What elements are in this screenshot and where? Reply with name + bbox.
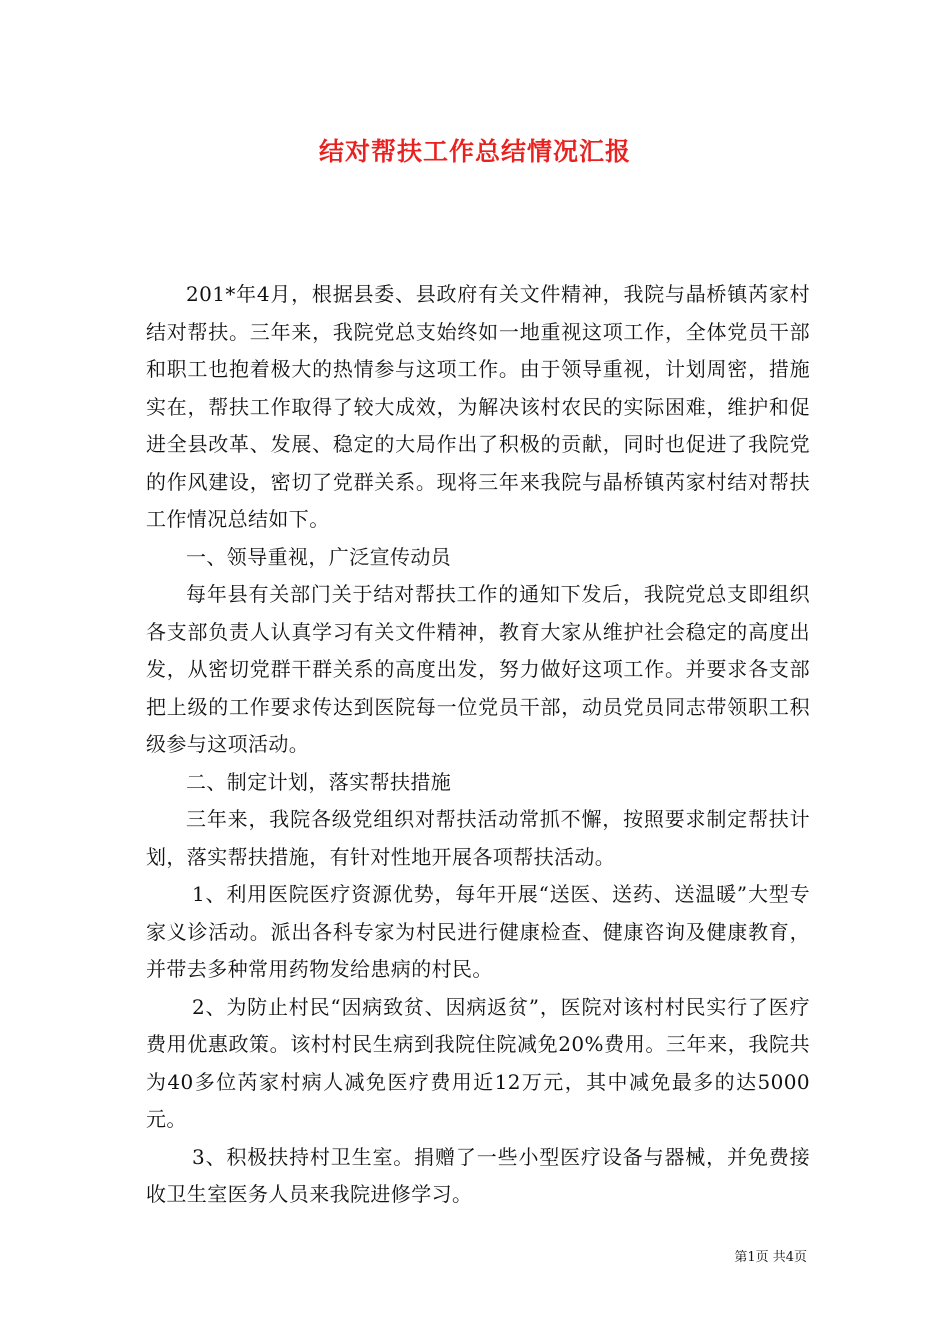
paragraph-section-2: 三年来，我院各级党组织对帮扶活动常抓不懈，按照要求制定帮扶计划，落实帮扶措施，有针对性地开展各项帮扶活动。 xyxy=(146,807,810,869)
list-item-3: 3、积极扶持村卫生室。捐赠了一些小型医疗设备与器械，并免费接收卫生室医务人员来我院进修学习。 xyxy=(146,1144,810,1206)
document-title: 结对帮扶工作总结情况汇报 xyxy=(318,137,631,166)
page-number: 第1页 共4页 xyxy=(734,1250,807,1265)
section-heading-1: 一、领导重视，广泛宣传动员 xyxy=(186,544,452,569)
document-body xyxy=(146,276,810,1214)
list-item-2: 2、为防止村民“因病致贫、因病返贫”，医院对该村村民实行了医疗费用优惠政策。该村村民生病到我院住院减免20%费用。三年来，我院共为40多位芮家村病人减免医疗费用近12万元，其中减免最多的达5000元。 xyxy=(146,994,810,1131)
paragraph-intro: 201*年4月，根据县委、县政府有关文件精神，我院与晶桥镇芮家村结对帮扶。三年来，我院党总支始终如一地重视这项工作，全体党员干部和职工也抱着极大的热情参与这项工作。由于领导重视，计划周密，措施实在，帮扶工作取得了较大成效，为解决该村农民的实际困难，维护和促进全县改革、发展、稳定的大局作出了积极的贡献，同时也促进了我院党的作风建设，密切了党群关系。现将三年来我院与晶桥镇芮家村结对帮扶工作情况总结如下。 xyxy=(146,282,810,531)
list-item-1: 1、利用医院医疗资源优势，每年开展“送医、送药、送温暖”大型专家义诊活动。派出各科专家为村民进行健康检查、健康咨询及健康教育，并带去多种常用药物发给患病的村民。 xyxy=(146,882,810,981)
paragraph-section-1: 每年县有关部门关于结对帮扶工作的通知下发后，我院党总支即组织各支部负责人认真学习有关文件精神，教育大家从维护社会稳定的高度出发，从密切党群干群关系的高度出发，努力做好这项工作。并要求各支部把上级的工作要求传达到医院每一位党员干部，动员党员同志带领职工积级参与这项活动。 xyxy=(146,582,810,756)
section-heading-2: 二、制定计划，落实帮扶措施 xyxy=(186,769,452,794)
